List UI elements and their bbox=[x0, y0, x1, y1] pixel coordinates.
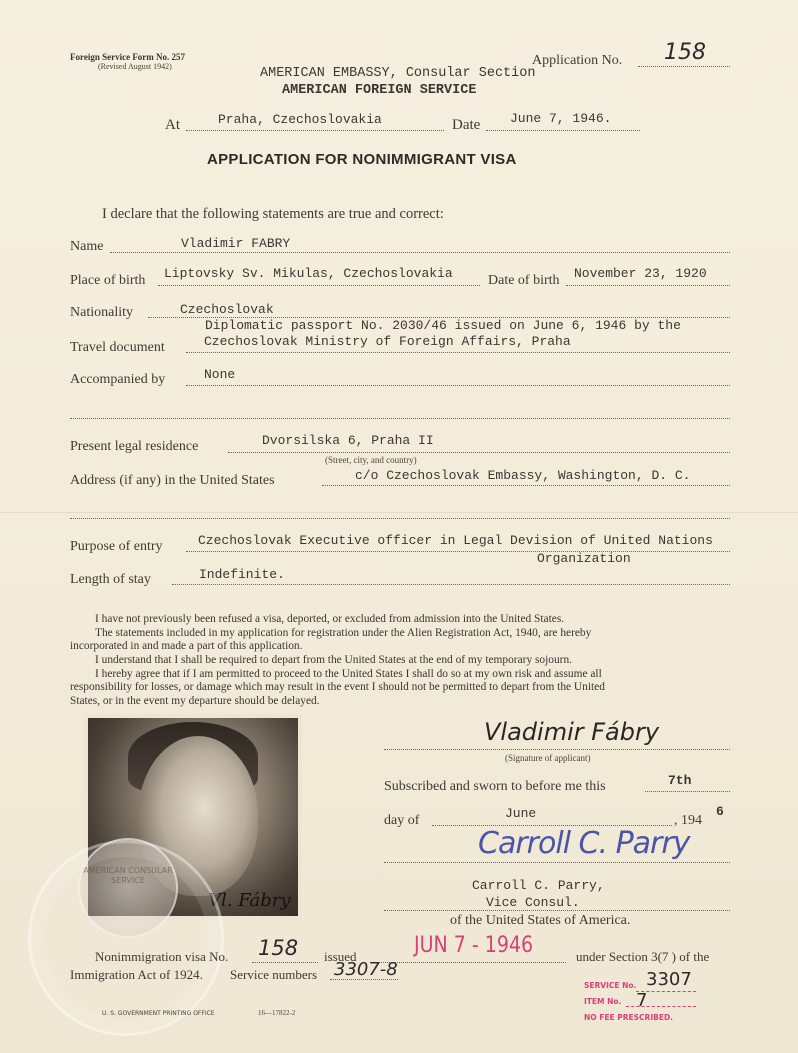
statement-1: I have not previously been refused a visa, deported, or excluded from admission into the United States. bbox=[95, 613, 565, 625]
us-address-line bbox=[322, 485, 730, 486]
consul-title-line bbox=[384, 910, 730, 911]
year-prefix: , 194 bbox=[674, 813, 702, 828]
printer-text: U. S. GOVERNMENT PRINTING OFFICE bbox=[102, 1010, 215, 1017]
month-value: June bbox=[505, 806, 537, 821]
residence-value: Dvorsilska 6, Praha II bbox=[262, 433, 434, 448]
travel-document-line2: Czechoslovak Ministry of Foreign Affairs, Praha bbox=[204, 334, 571, 349]
purpose-line2: Organization bbox=[537, 551, 631, 566]
visa-number-line bbox=[252, 962, 318, 963]
form-number: Foreign Service Form No. 257 bbox=[70, 52, 186, 62]
statement-2: The statements included in my application for registration under the Alien Registration Act, 1940, are hereby bbox=[95, 627, 592, 639]
date-of-birth-value: November 23, 1920 bbox=[574, 266, 707, 281]
name-label: Name bbox=[70, 239, 104, 254]
consular-seal bbox=[78, 838, 178, 938]
consul-name: Carroll C. Parry, bbox=[472, 878, 605, 893]
service-numbers-label: Service numbers bbox=[230, 967, 318, 982]
residence-hint: (Street, city, and country) bbox=[325, 455, 417, 465]
statement-4-end: States, or in the event my departure should be delayed. bbox=[70, 695, 320, 707]
name-value: Vladimir FABRY bbox=[181, 236, 291, 251]
us-address-value: c/o Czechoslovak Embassy, Washington, D. C. bbox=[355, 468, 691, 483]
statement-4-cont: responsibility for losses, or damage which may result in the event I should not be permitted to depart from the United bbox=[70, 681, 605, 693]
item-no-value: 7 bbox=[636, 990, 648, 1011]
photo-signature: Vl. Fábry bbox=[208, 890, 291, 911]
residence-label: Present legal residence bbox=[70, 439, 199, 454]
day-of-label: day of bbox=[384, 813, 420, 828]
date-label: Date bbox=[452, 117, 481, 133]
consul-signature: Carroll C. Parry bbox=[478, 826, 690, 861]
visa-number-value: 158 bbox=[258, 936, 299, 960]
consul-signature-line bbox=[384, 862, 730, 863]
application-number-value: 158 bbox=[664, 40, 706, 65]
item-no-label: ITEM No. bbox=[584, 997, 622, 1006]
applicant-signature-line bbox=[384, 749, 730, 750]
travel-document-label: Travel document bbox=[70, 340, 165, 355]
service-no-label: SERVICE No. bbox=[584, 981, 637, 990]
date-line bbox=[486, 130, 640, 131]
seal-text: AMERICAN CONSULAR SERVICE bbox=[83, 866, 173, 885]
statement-3: I understand that I shall be required to depart from the United States at the end of my temporary sojourn. bbox=[95, 654, 573, 666]
service-no-value: 3307 bbox=[646, 969, 692, 990]
travel-document-line1: Diplomatic passport No. 2030/46 issued on June 6, 1946 by the bbox=[205, 318, 681, 333]
length-value: Indefinite. bbox=[199, 567, 285, 582]
length-line bbox=[172, 584, 730, 585]
nationality-label: Nationality bbox=[70, 305, 133, 320]
service-line: AMERICAN FOREIGN SERVICE bbox=[282, 83, 477, 98]
declaration-text: I declare that the following statements are true and correct: bbox=[102, 206, 444, 222]
place-of-birth-line bbox=[158, 285, 480, 286]
purpose-line bbox=[186, 551, 730, 552]
travel-document-line bbox=[186, 352, 730, 353]
us-address-extra-line bbox=[70, 518, 730, 519]
date-of-birth-label: Date of birth bbox=[488, 273, 560, 288]
nationality-value: Czechoslovak bbox=[180, 302, 274, 317]
sworn-day-value: 7th bbox=[668, 773, 692, 788]
application-number-line bbox=[638, 66, 730, 67]
service-numbers-value: 3307-8 bbox=[334, 959, 398, 980]
form-revised: (Revised August 1942) bbox=[98, 62, 172, 71]
statement-2-cont: incorporated in and made a part of this application. bbox=[70, 640, 303, 652]
issued-label: issued bbox=[324, 949, 357, 964]
print-code: 16—17822-2 bbox=[258, 1009, 296, 1017]
sworn-day-line bbox=[645, 791, 730, 792]
place-of-birth-label: Place of birth bbox=[70, 273, 146, 288]
issued-line bbox=[370, 962, 566, 963]
accompanied-label: Accompanied by bbox=[70, 372, 166, 387]
consul-of: of the United States of America. bbox=[450, 913, 631, 928]
issued-date-stamp: JUN 7 - 1946 bbox=[414, 932, 534, 958]
at-value: Praha, Czechoslovakia bbox=[218, 112, 382, 127]
residence-line bbox=[228, 452, 730, 453]
no-fee-stamp: NO FEE PRESCRIBED. bbox=[584, 1013, 674, 1022]
statement-4: I hereby agree that if I am permitted to proceed to the United States I shall do so at my own risk and assume all bbox=[95, 668, 602, 680]
at-line bbox=[186, 130, 444, 131]
act-text: Immigration Act of 1924. bbox=[70, 967, 203, 982]
applicant-signature: Vladimir Fábry bbox=[484, 718, 660, 746]
year-suffix: 6 bbox=[716, 804, 724, 819]
date-value: June 7, 1946. bbox=[510, 111, 612, 126]
consul-title: Vice Consul. bbox=[486, 895, 580, 910]
date-of-birth-line bbox=[566, 285, 730, 286]
embassy-line: AMERICAN EMBASSY, Consular Section bbox=[260, 66, 536, 81]
form-title: APPLICATION FOR NONIMMIGRANT VISA bbox=[207, 151, 517, 168]
accompanied-extra-line bbox=[70, 418, 730, 419]
length-label: Length of stay bbox=[70, 572, 151, 587]
fold-crease bbox=[0, 512, 798, 513]
us-address-label: Address (if any) in the United States bbox=[70, 473, 275, 488]
sworn-label: Subscribed and sworn to before me this bbox=[384, 779, 606, 794]
name-line bbox=[110, 252, 730, 253]
accompanied-value: None bbox=[204, 367, 236, 382]
application-number-label: Application No. bbox=[532, 53, 623, 68]
purpose-line1: Czechoslovak Executive officer in Legal Devision of United Nations bbox=[198, 533, 713, 548]
accompanied-line bbox=[186, 385, 730, 386]
visa-number-label: Nonimmigration visa No. bbox=[95, 949, 229, 964]
section-text: under Section 3(7 ) of the bbox=[576, 949, 710, 964]
place-of-birth-value: Liptovsky Sv. Mikulas, Czechoslovakia bbox=[164, 266, 453, 281]
at-label: At bbox=[165, 117, 180, 133]
applicant-signature-caption: (Signature of applicant) bbox=[505, 753, 591, 763]
purpose-label: Purpose of entry bbox=[70, 539, 163, 554]
